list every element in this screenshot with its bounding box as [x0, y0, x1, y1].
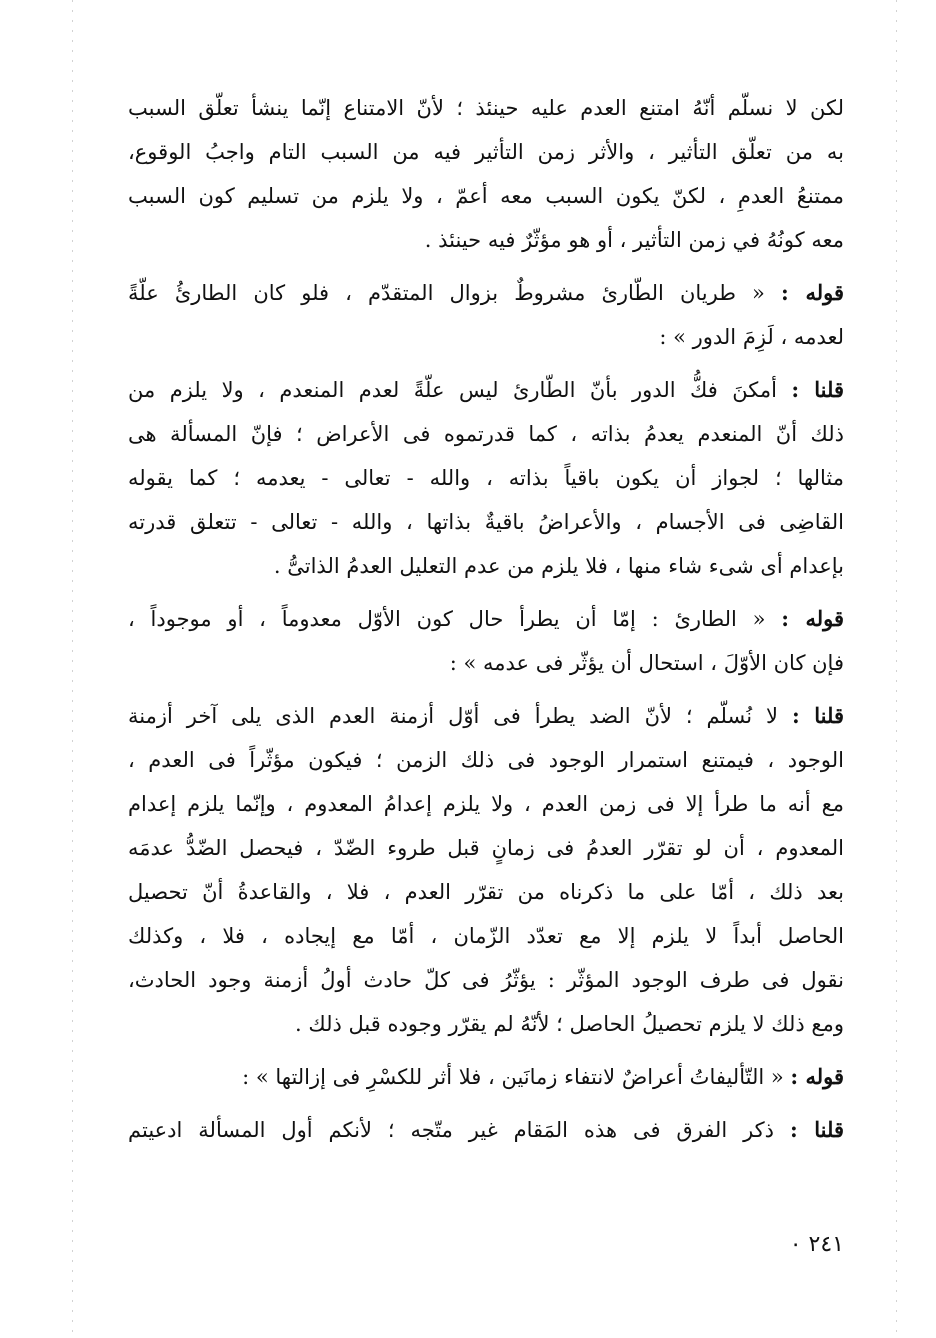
paragraph-3: [128, 597, 844, 685]
text-line: مثالها ؛ لجواز أن يكون باقياً بذاته ، والله - تعالى - يعدمه ؛ كما يقوله: [128, 466, 844, 490]
text-line-with-keyword: [128, 271, 844, 315]
text-line: معه كونُهُ في زمن التأثير ، أو هو مؤثّرٌ فيه حينئذ .: [424, 228, 844, 252]
text-line: مع أنه ما طرأ إلا فى زمن العدم ، ولا يلزم إعدامُ المعدوم ، وإنّما يلزم إعدام: [128, 792, 844, 816]
text-line-with-keyword: [128, 368, 844, 412]
scan-edge-dots-left: [72, 0, 73, 1338]
text-line: نقول فى طرف الوجود المؤثّر : يؤثّرُ فى كلّ حادث أولُ أزمنة وجود الحادث،: [128, 968, 844, 992]
text-line: « الطارئ : إمّا أن يطرأ حال كون الأوّل معدوماً ، أو موجوداً ،: [128, 607, 766, 631]
text-line-with-keyword: [128, 694, 844, 738]
text-line: القاضِى فى الأجسام ، والأعراضُ باقيةٌ بذاتها ، والله - تعالى - تتعلق قدرته: [128, 510, 844, 534]
text-line-with-keyword: [128, 1055, 844, 1099]
paragraph-0: [128, 86, 844, 262]
paragraph-keyword: قلنا :: [789, 1117, 844, 1142]
text-line: لعدمه ، لَزِمَ الدور » :: [659, 325, 844, 349]
paragraph-keyword: قوله :: [781, 606, 844, 631]
paragraph-2: [128, 368, 844, 588]
text-line: « التّأليفاتُ أعراضٌ لانتفاء زمانَين ، فلا أثر للكسْرِ فى إزالتها » :: [242, 1065, 784, 1089]
text-line: الحاصل أبداً لا يلزم إلا مع تعدّد الزّمان ، أمّا مع إيجاده ، فلا ، وكذلك: [128, 924, 844, 948]
paragraph-keyword: قوله :: [790, 1064, 844, 1089]
page-number: ٢٤١ ٠: [789, 1232, 844, 1257]
paragraph-keyword: قلنا :: [791, 703, 844, 728]
text-line: به من تعلّق التأثير ، والأثر زمن التأثير فيه من السبب التام واجبُ الوقوع،: [128, 140, 844, 164]
text-line: المعدوم ، أن لو تقرّر العدمُ فى زمانٍ قبل طروء الضّدّ ، فيحصل الضّدُّ عدمَه: [128, 836, 844, 860]
paragraph-6: [128, 1108, 844, 1152]
text-line: ذلك أنّ المنعدم يعدمُ بذاته ، كما قدرتموه فى الأعراض ؛ فإنّ المسألة هى: [128, 422, 844, 446]
text-line: « طريان الطّارئ مشروطٌ بزوال المتقدّم ، فلو كان الطارئُ علّةً: [128, 281, 765, 305]
text-line: بعد ذلك ، أمّا على ما ذكرناه من تقرّر العدم ، فلا ، والقاعدةُ أنّ تحصيل: [128, 880, 844, 904]
text-line: لكن لا نسلّم أنّهُ امتنع العدم عليه حينئذ ؛ لأنّ الامتناع إنّما ينشأ تعلّق السبب: [128, 96, 844, 120]
page-body: [128, 86, 844, 1161]
paragraph-keyword: قوله :: [780, 280, 844, 305]
text-line-with-keyword: [128, 1108, 844, 1152]
paragraph-1: [128, 271, 844, 359]
text-line: ذكر الفرق فى هذه المَقام غير متّجه ؛ لأنكم أول المسألة ادعيتم: [128, 1118, 775, 1142]
text-line: بإعدام أى شىء شاء منها ، فلا يلزم من عدم التعليل العدمُ الذاتىُّ .: [273, 554, 844, 578]
text-line: أمكنَ فكُّ الدور بأنّ الطّارئ ليس علّةً لعدم المنعدم ، ولا يلزم من: [128, 378, 777, 402]
text-line: الوجود ، فيمتنع استمرار الوجود فى ذلك الزمن ؛ فيكون مؤثّراً فى العدم ،: [128, 748, 844, 772]
paragraph-keyword: قلنا :: [791, 377, 844, 402]
paragraph-4: [128, 694, 844, 1046]
scan-edge-dots-right: [896, 0, 897, 1338]
text-line-with-keyword: [128, 597, 844, 641]
paragraph-5: [128, 1055, 844, 1099]
text-line: ومع ذلك لا يلزم تحصيلُ الحاصل ؛ لأنّهُ لم يقرّر وجوده قبل ذلك .: [295, 1012, 844, 1036]
text-line: فإن كان الأوّلَ ، استحال أن يؤثّر فى عدمه » :: [449, 651, 844, 675]
text-line: ممتنعُ العدمِ ، لكنّ يكون السبب معه أعمّ ، ولا يلزم من تسليم كون السبب: [128, 184, 844, 208]
text-line: لا نُسلّم ؛ لأنّ الضد يطرأ فى أوّل أزمنة العدم الذى يلى آخر أزمنة: [128, 704, 778, 728]
